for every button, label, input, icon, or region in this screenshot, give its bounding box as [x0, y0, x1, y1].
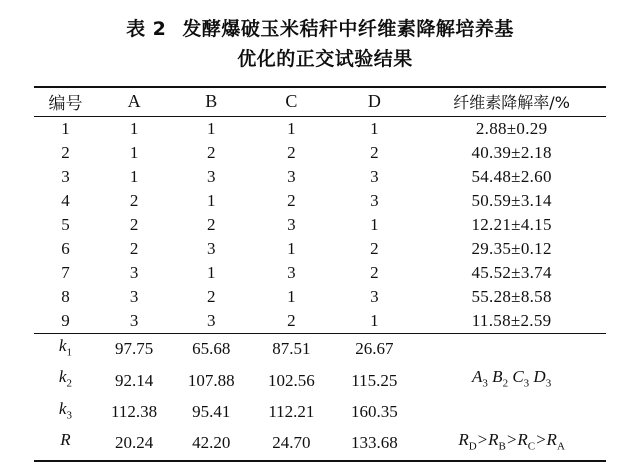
- cell-c: 1: [287, 239, 296, 258]
- cell-rate: 40.39±2.18: [471, 143, 552, 162]
- orthogonal-experiment-table: [34, 86, 606, 465]
- summary-c: 112.21: [268, 401, 315, 421]
- cell-a: 1: [129, 143, 139, 162]
- table-number: 表 2: [126, 18, 167, 40]
- cell-b: 2: [207, 215, 216, 234]
- cell-id: 1: [34, 117, 97, 142]
- summary-row: [34, 397, 606, 428]
- caption-line-2: 优化的正交试验结果: [237, 48, 413, 70]
- header-a: A: [97, 87, 171, 117]
- cell-a: 2: [129, 191, 139, 210]
- cell-c: 3: [287, 215, 296, 234]
- cell-c: 2: [287, 143, 296, 162]
- summary-d: 26.67: [331, 334, 417, 366]
- table-row: [34, 213, 606, 237]
- caption-text-1: 发酵爆破玉米秸秆中纤维素降解培养基: [182, 18, 514, 40]
- cell-a: 2: [129, 215, 139, 234]
- cell-a: 1: [97, 117, 171, 142]
- summary-c: 87.51: [251, 334, 331, 366]
- summary-a: 97.75: [97, 334, 171, 366]
- cell-rate: 2.88±0.29: [417, 117, 606, 142]
- summary-row: [34, 334, 606, 366]
- cell-a: 1: [129, 167, 139, 186]
- table-row: [34, 285, 606, 309]
- cell-rate: 45.52±3.74: [471, 263, 552, 282]
- summary-d: 160.35: [350, 401, 398, 421]
- cell-c: 3: [287, 263, 296, 282]
- header-b: B: [171, 87, 251, 117]
- table-row: [34, 189, 606, 213]
- summary-label: $k_2$: [58, 367, 72, 390]
- cell-b: 3: [207, 167, 216, 186]
- cell-rate: 12.21±4.15: [471, 215, 552, 234]
- cell-d: 2: [370, 143, 379, 162]
- cell-id: 6: [61, 239, 70, 258]
- cell-a: 3: [129, 263, 139, 282]
- cell-id: 9: [61, 311, 70, 330]
- cell-id: 3: [61, 167, 70, 186]
- cell-b: 1: [207, 191, 216, 210]
- cell-c: 2: [287, 311, 296, 330]
- summary-row: [34, 428, 606, 460]
- cell-rate: 55.28±8.58: [471, 287, 552, 306]
- table-bottom-rule: [34, 461, 606, 465]
- summary-note: [417, 334, 606, 366]
- summary-b: 65.68: [171, 334, 251, 366]
- header-c: C: [251, 87, 331, 117]
- table-row: [34, 117, 606, 142]
- summary-note: [417, 397, 606, 428]
- cell-id: 7: [61, 263, 70, 282]
- cell-d: 2: [370, 239, 379, 258]
- cell-d: 1: [331, 117, 417, 142]
- summary-row: [34, 365, 606, 396]
- cell-b: 3: [207, 239, 216, 258]
- header-id: 编号: [34, 87, 97, 117]
- cell-b: 1: [171, 117, 251, 142]
- cell-rate: 54.48±2.60: [471, 167, 552, 186]
- cell-d: 3: [370, 167, 379, 186]
- range-ranking: $R_D>R_B>R_C>R_A$: [458, 430, 565, 453]
- table-row: [34, 237, 606, 261]
- cell-id: 4: [61, 191, 70, 210]
- summary-b: 107.88: [187, 370, 235, 390]
- cell-a: 2: [129, 239, 139, 258]
- summary-b: 95.41: [192, 401, 231, 421]
- optimal-combination: $A_3$ $B_2$ $C_3$ $D_3$: [472, 367, 552, 390]
- summary-b: 42.20: [192, 433, 231, 453]
- summary-label: $k_1$: [34, 334, 97, 366]
- summary-d: 133.68: [350, 433, 398, 453]
- summary-a: 20.24: [114, 433, 154, 453]
- summary-a: 92.14: [114, 370, 154, 390]
- cell-b: 1: [207, 263, 216, 282]
- cell-b: 2: [207, 287, 216, 306]
- cell-d: 3: [370, 287, 379, 306]
- summary-a: 112.38: [111, 401, 158, 421]
- cell-a: 3: [129, 311, 139, 330]
- cell-c: 1: [287, 287, 296, 306]
- cell-b: 3: [207, 311, 216, 330]
- cell-c: 2: [287, 191, 296, 210]
- cell-b: 2: [207, 143, 216, 162]
- cell-rate: 29.35±0.12: [471, 239, 552, 258]
- cell-id: 8: [61, 287, 70, 306]
- table-caption: [34, 14, 606, 74]
- table-row: [34, 309, 606, 334]
- summary-label: $k_3$: [58, 398, 72, 422]
- cell-a: 3: [129, 287, 139, 306]
- summary-c: 102.56: [268, 370, 315, 390]
- cell-id: 5: [61, 215, 70, 234]
- table-body: [34, 117, 606, 465]
- cell-d: 3: [370, 191, 379, 210]
- table-row: [34, 141, 606, 165]
- cell-d: 1: [370, 215, 379, 234]
- cell-id: 2: [61, 143, 70, 162]
- cell-rate: 50.59±3.14: [471, 191, 552, 210]
- table-header-row: [34, 87, 606, 117]
- cell-rate: 11.58±2.59: [471, 311, 552, 330]
- cell-d: 2: [370, 263, 379, 282]
- cell-c: 1: [251, 117, 331, 142]
- caption-line-1: [34, 14, 606, 44]
- cell-d: 1: [370, 311, 379, 330]
- header-degradation-rate: 纤维素降解率/%: [417, 87, 606, 117]
- cell-c: 3: [287, 167, 296, 186]
- summary-c: 24.70: [272, 433, 311, 453]
- summary-label: R: [60, 430, 71, 450]
- table-row: [34, 261, 606, 285]
- header-d: D: [331, 87, 417, 117]
- table-row: [34, 165, 606, 189]
- summary-d: 115.25: [351, 370, 398, 390]
